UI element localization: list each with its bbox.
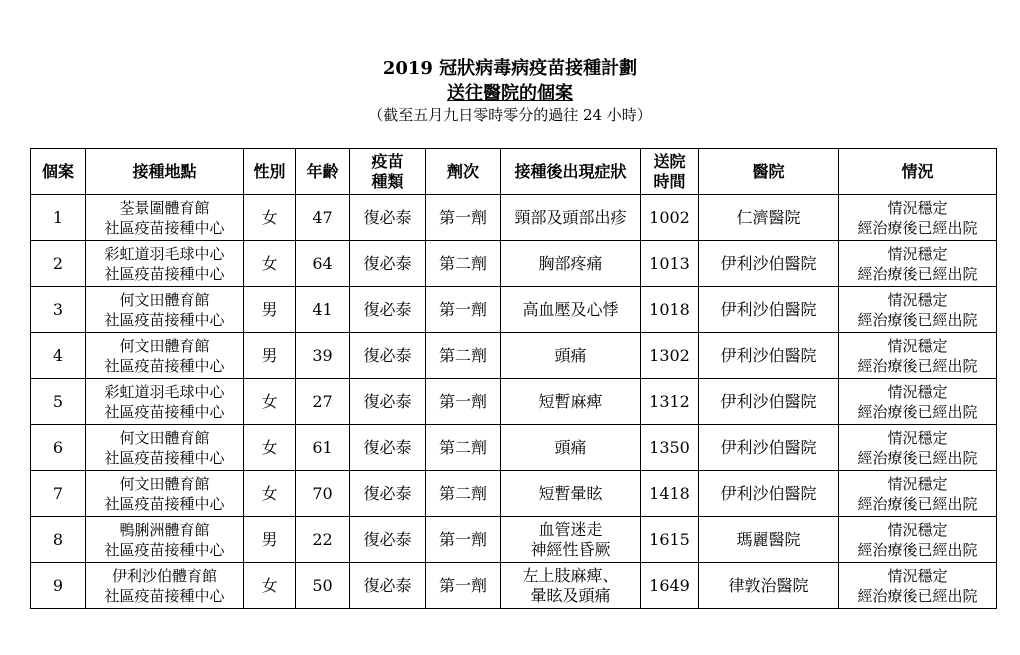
admission-time-cell — [641, 287, 699, 333]
case-number-cell — [31, 195, 86, 241]
header-label: 個案 — [41, 161, 74, 181]
location-text: 彩虹道羽毛球中心 — [104, 244, 225, 263]
case-number-text: 5 — [52, 391, 64, 411]
case-number-text: 7 — [52, 483, 64, 503]
hospital-cell — [699, 241, 839, 287]
vaccine-text: 復必泰 — [363, 391, 412, 411]
location-cell — [86, 333, 244, 379]
location-text: 何文田體育館 — [119, 428, 210, 447]
vaccine-text: 復必泰 — [363, 253, 412, 273]
hospital-cell — [699, 195, 839, 241]
location-text: 何文田體育館 — [119, 336, 210, 355]
header-label-line2: 種類 — [371, 171, 404, 191]
sex-text: 男 — [261, 529, 278, 549]
age-text: 70 — [312, 483, 333, 503]
location-text: 社區疫苗接種中心 — [104, 586, 225, 605]
header-symptoms — [501, 149, 641, 195]
hospital-text: 瑪麗醫院 — [736, 529, 801, 549]
hospital-cell — [699, 425, 839, 471]
admission-time-cell — [641, 517, 699, 563]
case-number-text: 1 — [52, 207, 64, 227]
symptoms-cell — [501, 425, 641, 471]
condition-text: 經治療後已經出院 — [857, 540, 978, 559]
sex-cell — [244, 241, 296, 287]
age-cell — [296, 241, 350, 287]
table-row — [31, 563, 997, 609]
dose-text: 第二劑 — [438, 483, 487, 503]
hospital-text: 伊利沙伯醫院 — [720, 483, 817, 503]
sex-text: 女 — [261, 391, 278, 411]
condition-text: 經治療後已經出院 — [857, 448, 978, 467]
admission-time-cell — [641, 333, 699, 379]
symptoms-cell — [501, 287, 641, 333]
location-cell — [86, 241, 244, 287]
location-text: 社區疫苗接種中心 — [104, 494, 225, 513]
condition-cell — [839, 517, 997, 563]
header-vaccine-type — [350, 149, 426, 195]
table-header-row — [31, 149, 997, 195]
location-text: 社區疫苗接種中心 — [104, 310, 225, 329]
sex-text: 女 — [261, 253, 278, 273]
age-text: 50 — [312, 575, 333, 595]
admission-time-text: 1649 — [649, 575, 690, 595]
case-number-cell — [31, 517, 86, 563]
admission-time-text: 1002 — [649, 207, 690, 227]
condition-cell — [839, 241, 997, 287]
condition-cell — [839, 563, 997, 609]
admission-time-cell — [641, 379, 699, 425]
table-row — [31, 195, 997, 241]
condition-cell — [839, 379, 997, 425]
age-text: 47 — [312, 207, 333, 227]
sex-text: 女 — [261, 207, 278, 227]
header-hospital — [699, 149, 839, 195]
sex-cell — [244, 517, 296, 563]
hospital-cell — [699, 471, 839, 517]
sex-text: 女 — [261, 437, 278, 457]
vaccine-cell — [350, 517, 426, 563]
location-text: 社區疫苗接種中心 — [104, 402, 225, 421]
symptoms-text: 頭痛 — [554, 437, 587, 457]
admission-time-cell — [641, 195, 699, 241]
admission-time-cell — [641, 425, 699, 471]
vaccine-text: 復必泰 — [363, 529, 412, 549]
location-text: 社區疫苗接種中心 — [104, 540, 225, 559]
header-admission-time — [641, 149, 699, 195]
admission-time-text: 1018 — [649, 299, 690, 319]
location-cell — [86, 471, 244, 517]
header-condition — [839, 149, 997, 195]
condition-text: 經治療後已經出院 — [857, 264, 978, 283]
vaccine-cell — [350, 333, 426, 379]
sex-cell — [244, 379, 296, 425]
admission-time-cell — [641, 241, 699, 287]
vaccine-cell — [350, 563, 426, 609]
table-row — [31, 333, 997, 379]
vaccine-text: 復必泰 — [363, 299, 412, 319]
symptoms-cell — [501, 195, 641, 241]
location-text: 社區疫苗接種中心 — [104, 264, 225, 283]
admission-time-text: 1312 — [649, 391, 690, 411]
location-text: 荃景圍體育館 — [119, 198, 210, 217]
age-text: 22 — [312, 529, 333, 549]
case-number-cell — [31, 333, 86, 379]
vaccine-cell — [350, 241, 426, 287]
dose-text: 第二劑 — [438, 345, 487, 365]
age-text: 61 — [312, 437, 333, 457]
condition-text: 情況穩定 — [887, 244, 948, 263]
location-text: 社區疫苗接種中心 — [104, 356, 225, 375]
hospital-cell — [699, 287, 839, 333]
case-number-cell — [31, 241, 86, 287]
condition-text: 經治療後已經出院 — [857, 402, 978, 421]
condition-text: 情況穩定 — [887, 566, 948, 585]
condition-text: 經治療後已經出院 — [857, 494, 978, 513]
dose-cell — [426, 287, 501, 333]
dose-cell — [426, 517, 501, 563]
location-text: 鴨脷洲體育館 — [119, 520, 210, 539]
hospital-cell — [699, 563, 839, 609]
table-row — [31, 425, 997, 471]
table-row — [31, 471, 997, 517]
location-text: 社區疫苗接種中心 — [104, 218, 225, 237]
case-number-text: 2 — [52, 253, 64, 273]
admission-time-text: 1418 — [649, 483, 690, 503]
case-number-cell — [31, 379, 86, 425]
header-label: 年齡 — [306, 161, 339, 181]
location-text: 何文田體育館 — [119, 290, 210, 309]
sex-text: 女 — [261, 575, 278, 595]
vaccine-text: 復必泰 — [363, 483, 412, 503]
vaccine-cell — [350, 379, 426, 425]
header-label: 性別 — [253, 161, 286, 181]
symptoms-text: 血管迷走 — [538, 519, 603, 539]
age-cell — [296, 517, 350, 563]
symptoms-text: 胸部疼痛 — [538, 253, 603, 273]
symptoms-text: 高血壓及心悸 — [522, 299, 619, 319]
location-cell — [86, 195, 244, 241]
condition-text: 經治療後已經出院 — [857, 310, 978, 329]
location-cell — [86, 425, 244, 471]
location-text: 何文田體育館 — [119, 474, 210, 493]
dose-cell — [426, 563, 501, 609]
header-label: 送院 — [653, 151, 686, 171]
hospital-cell — [699, 379, 839, 425]
symptoms-text: 頭痛 — [554, 345, 587, 365]
symptoms-text: 短暫暈眩 — [538, 483, 603, 503]
condition-text: 情況穩定 — [887, 520, 948, 539]
case-number-text: 4 — [52, 345, 64, 365]
header-label: 醫院 — [752, 161, 785, 181]
header-label: 疫苗 — [371, 151, 404, 171]
age-cell — [296, 333, 350, 379]
symptoms-text: 頸部及頭部出疹 — [514, 207, 627, 227]
dose-text: 第二劑 — [438, 253, 487, 273]
cases-table — [30, 148, 997, 609]
header-label-line2: 時間 — [653, 171, 686, 191]
age-cell — [296, 195, 350, 241]
sex-cell — [244, 195, 296, 241]
admission-time-text: 1350 — [649, 437, 690, 457]
sex-text: 男 — [261, 345, 278, 365]
location-cell — [86, 379, 244, 425]
sex-text: 男 — [261, 299, 278, 319]
vaccine-cell — [350, 287, 426, 333]
symptoms-cell — [501, 563, 641, 609]
document-title: 2019 冠狀病毒病疫苗接種計劃 — [382, 58, 638, 79]
case-number-text: 3 — [52, 299, 64, 319]
vaccine-cell — [350, 425, 426, 471]
header-label: 情況 — [901, 161, 934, 181]
table-row — [31, 379, 997, 425]
age-text: 27 — [312, 391, 333, 411]
table-row — [31, 517, 997, 563]
header-label: 接種地點 — [132, 161, 197, 181]
sex-cell — [244, 471, 296, 517]
location-text: 伊利沙伯體育館 — [111, 566, 217, 585]
dose-text: 第一劑 — [438, 299, 487, 319]
header-sex — [244, 149, 296, 195]
condition-text: 情況穩定 — [887, 428, 948, 447]
condition-text: 經治療後已經出院 — [857, 586, 978, 605]
document-date-note: （截至五月九日零時零分的過往 24 小時） — [368, 106, 652, 124]
hospital-text: 仁濟醫院 — [736, 207, 801, 227]
case-number-cell — [31, 425, 86, 471]
condition-cell — [839, 333, 997, 379]
symptoms-cell — [501, 333, 641, 379]
condition-text: 情況穩定 — [887, 382, 948, 401]
header-label: 劑次 — [446, 161, 479, 181]
case-number-cell — [31, 471, 86, 517]
admission-time-text: 1013 — [649, 253, 690, 273]
age-cell — [296, 563, 350, 609]
sex-cell — [244, 287, 296, 333]
table-row — [31, 287, 997, 333]
hospital-text: 伊利沙伯醫院 — [720, 299, 817, 319]
hospital-cell — [699, 517, 839, 563]
age-text: 64 — [312, 253, 333, 273]
dose-cell — [426, 195, 501, 241]
condition-text: 情況穩定 — [887, 198, 948, 217]
vaccine-text: 復必泰 — [363, 345, 412, 365]
vaccine-text: 復必泰 — [363, 437, 412, 457]
dose-cell — [426, 425, 501, 471]
condition-cell — [839, 287, 997, 333]
symptoms-text: 左上肢麻痺、 — [522, 565, 619, 585]
vaccine-cell — [350, 471, 426, 517]
symptoms-text: 短暫麻痺 — [538, 391, 603, 411]
age-text: 39 — [312, 345, 333, 365]
age-cell — [296, 425, 350, 471]
age-cell — [296, 471, 350, 517]
hospital-text: 伊利沙伯醫院 — [720, 437, 817, 457]
location-cell — [86, 563, 244, 609]
location-cell — [86, 517, 244, 563]
dose-cell — [426, 333, 501, 379]
hospital-cell — [699, 333, 839, 379]
admission-time-cell — [641, 563, 699, 609]
symptoms-cell — [501, 241, 641, 287]
case-number-cell — [31, 563, 86, 609]
sex-cell — [244, 425, 296, 471]
table-body — [31, 195, 997, 609]
case-number-text: 9 — [52, 575, 64, 595]
vaccine-cell — [350, 195, 426, 241]
admission-time-cell — [641, 471, 699, 517]
hospital-text: 伊利沙伯醫院 — [720, 391, 817, 411]
dose-cell — [426, 379, 501, 425]
dose-text: 第一劑 — [438, 391, 487, 411]
symptoms-text: 神經性昏厥 — [530, 539, 611, 559]
condition-cell — [839, 471, 997, 517]
condition-text: 情況穩定 — [887, 474, 948, 493]
dose-cell — [426, 241, 501, 287]
hospital-text: 伊利沙伯醫院 — [720, 253, 817, 273]
age-cell — [296, 287, 350, 333]
condition-text: 情況穩定 — [887, 290, 948, 309]
dose-text: 第一劑 — [438, 529, 487, 549]
header-label: 接種後出現症狀 — [514, 161, 627, 181]
location-text: 社區疫苗接種中心 — [104, 448, 225, 467]
dose-text: 第一劑 — [438, 207, 487, 227]
dose-text: 第二劑 — [438, 437, 487, 457]
age-cell — [296, 379, 350, 425]
location-cell — [86, 287, 244, 333]
admission-time-text: 1615 — [649, 529, 690, 549]
hospital-text: 律敦治醫院 — [728, 575, 809, 595]
symptoms-cell — [501, 517, 641, 563]
symptoms-cell — [501, 471, 641, 517]
sex-cell — [244, 563, 296, 609]
condition-text: 經治療後已經出院 — [857, 356, 978, 375]
sex-cell — [244, 333, 296, 379]
dose-text: 第一劑 — [438, 575, 487, 595]
condition-cell — [839, 425, 997, 471]
condition-cell — [839, 195, 997, 241]
header-age — [296, 149, 350, 195]
header-case — [31, 149, 86, 195]
document-subtitle: 送往醫院的個案 — [447, 83, 573, 104]
admission-time-text: 1302 — [649, 345, 690, 365]
header-dose — [426, 149, 501, 195]
location-text: 彩虹道羽毛球中心 — [104, 382, 225, 401]
vaccine-text: 復必泰 — [363, 575, 412, 595]
symptoms-cell — [501, 379, 641, 425]
symptoms-text: 暈眩及頭痛 — [530, 585, 611, 605]
vaccine-text: 復必泰 — [363, 207, 412, 227]
case-number-text: 8 — [52, 529, 64, 549]
age-text: 41 — [312, 299, 333, 319]
case-number-text: 6 — [52, 437, 64, 457]
dose-cell — [426, 471, 501, 517]
case-number-cell — [31, 287, 86, 333]
header-location — [86, 149, 244, 195]
hospital-text: 伊利沙伯醫院 — [720, 345, 817, 365]
sex-text: 女 — [261, 483, 278, 503]
table-row — [31, 241, 997, 287]
condition-text: 經治療後已經出院 — [857, 218, 978, 237]
condition-text: 情況穩定 — [887, 336, 948, 355]
